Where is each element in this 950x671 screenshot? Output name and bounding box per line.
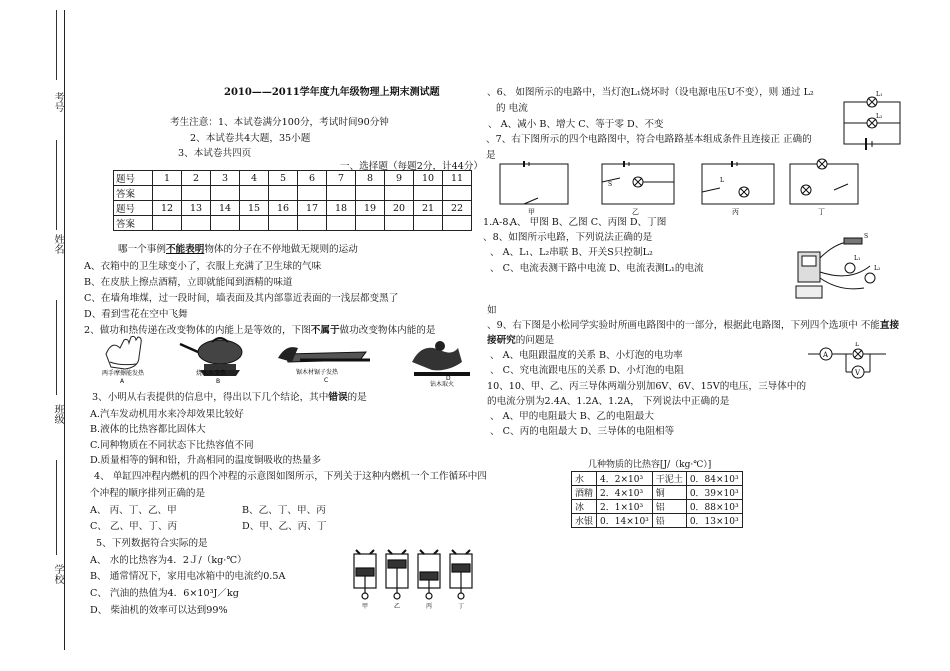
q2-caption-c: 锯木材锯子发热	[296, 369, 339, 376]
q2-letter-d: D	[446, 375, 451, 382]
q2-caption-b: 烧水水变热	[196, 370, 227, 377]
answer-cell[interactable]	[211, 216, 240, 231]
q7-circuits	[494, 156, 864, 218]
q10-options-cd: 、 C、丙的电阻最大 D、三导体的电阻相等	[490, 426, 675, 437]
heat-cell: 铝	[652, 500, 686, 514]
heat-cell: 冰	[572, 500, 597, 514]
q3-option-b: B.液体的比热容都比固体大	[90, 424, 206, 435]
school-label: 学校	[52, 564, 63, 584]
answer-cell[interactable]	[414, 186, 443, 201]
q6-options: 、 A、减小 B、增大 C、等于零 D、不变	[488, 119, 664, 130]
answer-cell[interactable]	[356, 186, 385, 201]
q7-lamp-l: L	[720, 177, 724, 184]
q10-line-1: 10、10、甲、乙、丙三导体两端分别加6V、6V、15V的电压，三导体中的	[487, 381, 807, 392]
answer-cell[interactable]	[182, 216, 211, 231]
answer-cell[interactable]	[153, 216, 182, 231]
q6-line-2: 的 电流	[496, 103, 528, 114]
heat-cell: 铜	[652, 486, 686, 500]
heat-cell: 干泥土	[652, 472, 686, 486]
q-number: 6	[298, 171, 327, 186]
q9-line-2	[487, 332, 554, 346]
exam-no-field[interactable]	[56, 10, 57, 80]
answer-cell[interactable]	[240, 216, 269, 231]
answer-cell[interactable]	[443, 216, 472, 231]
q6-line-1: 、6、 如图所示的电路中，当灯泡L₁烧坏时（设电源电压U不变），则 通过 L₂	[487, 87, 814, 98]
q2-stem	[84, 322, 435, 336]
q9-ammeter-a: A	[823, 351, 829, 359]
engine-strokes-figure	[348, 546, 480, 610]
answer-cell[interactable]	[298, 186, 327, 201]
answer-cell[interactable]	[356, 216, 385, 231]
q5-stem: 5、下列数据符合实际的是	[96, 538, 208, 549]
q4-option-b: B、乙、丁、甲、丙	[242, 505, 326, 516]
answer-row-head: 答案	[114, 186, 153, 201]
answer-cell[interactable]	[327, 216, 356, 231]
drill-fire-figure	[412, 341, 470, 374]
q-number: 15	[240, 201, 269, 216]
class-label: 班级	[52, 404, 63, 424]
answer-cell[interactable]	[298, 216, 327, 231]
q8-stem: 、8、如图所示电路，下列说法正确的是	[483, 232, 653, 243]
q-number: 16	[269, 201, 298, 216]
q1-stem-pre: 哪一个事例	[118, 244, 166, 255]
answer-cell[interactable]	[153, 186, 182, 201]
heat-table	[571, 471, 743, 528]
q5-option-a: A、 水的比热容为4．2Ｊ/（kg·℃）	[90, 555, 247, 566]
answer-table	[113, 170, 472, 231]
q7-switch-s: S	[608, 181, 613, 188]
heat-cell: 2．4×10³	[597, 486, 653, 500]
answer-cell[interactable]	[182, 186, 211, 201]
answer-cell[interactable]	[269, 186, 298, 201]
answer-cell[interactable]	[269, 216, 298, 231]
q4-option-d: D、甲、乙、丙、丁	[242, 521, 327, 532]
q2-emphasis: 不属于	[310, 325, 340, 336]
q6-l1-label: L₁	[876, 91, 883, 98]
q5-option-d: D、 柴油机的效率可以达到99%	[90, 605, 228, 616]
q9-line-1	[487, 317, 899, 331]
answer-cell[interactable]	[385, 186, 414, 201]
answer-cell[interactable]	[414, 216, 443, 231]
q-number: 21	[414, 201, 443, 216]
q9-emphasis-2: 接研究	[487, 335, 516, 346]
q2-caption-d: 钻木取火	[430, 381, 455, 388]
q8-ru-fragment: 如	[487, 305, 497, 316]
heat-cell: 0．39×10³	[686, 486, 742, 500]
q-number: 18	[327, 201, 356, 216]
q8-l2-label: L₂	[874, 265, 881, 272]
heat-cell: 0．84×10³	[686, 472, 742, 486]
engine-label-yi: 乙	[394, 603, 401, 610]
answer-cell[interactable]	[211, 186, 240, 201]
q-number: 1	[153, 171, 182, 186]
q1-option-b: B、在皮肤上擦点酒精，立即就能闻到酒精的味道	[84, 277, 293, 288]
q7-label-jia: 甲	[528, 208, 535, 216]
q3-option-a: A.汽车发动机用水来冷却效果比较好	[90, 409, 244, 420]
engine-label-ding: 丁	[458, 603, 465, 610]
answer-cell[interactable]	[443, 186, 472, 201]
answer-row-head: 答案	[114, 216, 153, 231]
q2-stem-post: 做功改变物体内能的是	[339, 325, 436, 336]
q-number: 10	[414, 171, 443, 186]
heat-cell: 2．1×10³	[597, 500, 653, 514]
q-number: 3	[211, 171, 240, 186]
school-field[interactable]	[56, 460, 57, 555]
q9-options-cd: 、 C、究电流跟电压的关系 D、小灯泡的电阻	[490, 365, 684, 376]
q3-emphasis: 错误	[328, 392, 348, 403]
q-number: 22	[443, 201, 472, 216]
q3-stem	[92, 389, 367, 403]
q7-label-bing: 丙	[732, 208, 739, 216]
q1-option-a: A、衣箱中的卫生球变小了，衣服上充满了卫生球的气味	[84, 261, 322, 272]
q-number: 8	[356, 171, 385, 186]
q4-option-c: C、 乙、甲、丁、丙	[90, 521, 178, 532]
q-number: 5	[269, 171, 298, 186]
q5-option-c: C、 汽油的热值为4．6×10³J／kg	[90, 588, 239, 599]
engine-label-bing: 丙	[426, 603, 433, 610]
q7-line-1: 、7、右下图所示的四个电路图中，符合电路路基本组成条件且连接正 正确的	[486, 134, 812, 145]
hands-rubbing-figure	[106, 336, 141, 369]
q2-stem-pre: 2、做功和热传递在改变物体的内能上是等效的，下图	[84, 325, 311, 336]
answer-cell[interactable]	[240, 186, 269, 201]
heat-cell: 0．14×10³	[597, 514, 653, 528]
q7-options: A、 甲图 B、乙图 C、丙图 D、丁图	[510, 217, 667, 228]
q8-physical-circuit	[790, 228, 890, 302]
q10-options-ab: 、 A、甲的电阻最大 B、乙的电阻最大	[490, 411, 654, 422]
q7-overlap-fragment: 1.A-8、	[483, 217, 519, 228]
q4-stem-line-1: 4、 单缸四冲程内燃机的四个冲程的示意图如图所示，下列关于这种内燃机一个工作循环中四	[94, 471, 487, 482]
q7-label-yi: 乙	[632, 208, 639, 216]
q9-circuit	[806, 342, 892, 382]
q-number: 13	[182, 201, 211, 216]
q3-stem-pre: 3、小明从右表提供的信息中，得出以下几个结论，其中	[92, 392, 329, 403]
answer-cell[interactable]	[327, 186, 356, 201]
answer-table-head: 题号	[114, 171, 153, 186]
name-label: 姓名	[52, 234, 63, 254]
q8-switch-s: S	[864, 233, 869, 240]
heat-cell: 水银	[572, 514, 597, 528]
q-number: 11	[443, 171, 472, 186]
q10-line-2: 的电流分别为2.4A、1.2A、1.2A， 下列说法中正确的是	[487, 396, 730, 407]
q4-option-a: A、 丙、丁、乙、甲	[90, 505, 177, 516]
class-field[interactable]	[56, 300, 57, 395]
name-field[interactable]	[56, 140, 57, 230]
q7-line-2: 是	[486, 150, 496, 161]
q3-option-c: C.同种物质在不同状态下比热容值不同	[90, 440, 254, 451]
q-number: 9	[385, 171, 414, 186]
q2-figures	[100, 336, 470, 388]
q8-l1-label: L₁	[854, 255, 861, 262]
q1-option-c: C、在墙角堆煤，过一段时间，墙表面及其内部靠近表面的一浅层都变黑了	[84, 293, 399, 304]
q5-option-b: B、 通常情况下，家用电冰箱中的电流约0.5A	[90, 571, 286, 582]
exam-title: 2010——2011学年度九年级物理上期末测试题	[224, 87, 440, 98]
answer-table-head: 题号	[114, 201, 153, 216]
q7-label-ding: 丁	[818, 208, 825, 216]
q-number: 7	[327, 171, 356, 186]
q8-options-cd: 、 C、电流表测干路中电流 D、电流表测L₁的电流	[490, 263, 704, 274]
q9-lamp-l: L	[855, 342, 859, 348]
q8-options-ab: 、 A、L₁、L₂串联 B、开关S只控制L₂	[490, 247, 653, 258]
q9-line-1-text: 、9、右下图是小松同学实验时所画电路图中的一部分，根据此电路图，下列四个选项中 不能	[487, 320, 880, 331]
q3-option-d: D.质量相等的铜和铅，升高相同的温度铜吸收的热量多	[90, 455, 322, 466]
q-number: 4	[240, 171, 269, 186]
q9-line-2-text: 的问题是	[515, 335, 555, 346]
q1-option-d: D、看到雪花在空中飞舞	[84, 309, 188, 320]
q-number: 12	[153, 201, 182, 216]
q1-stem-post: 物体的分子在不停地做无规则的运动	[204, 244, 358, 255]
q2-caption-a: 两手摩擦能发热	[102, 370, 145, 377]
q9-options-ab: 、 A、电阻跟温度的关系 B、小灯泡的电功率	[490, 350, 683, 361]
q2-letter-b: B	[216, 378, 221, 385]
exam-no-label: 考号	[52, 92, 63, 112]
heat-cell: 0．88×10³	[686, 500, 742, 514]
notice-line-3: 3、本试卷共四页	[178, 148, 252, 159]
notice-line-1: 考生注意：1、本试卷满分100分，考试时间90分钟	[170, 117, 389, 128]
engine-label-jia: 甲	[362, 603, 369, 610]
answer-cell[interactable]	[385, 216, 414, 231]
heat-cell: 水	[572, 472, 597, 486]
q6-l2-label: L₂	[876, 113, 883, 120]
notice-line-2: 2、本试卷共4大题，35小题	[190, 133, 311, 144]
q1-stem	[118, 241, 358, 255]
heat-cell: 4．2×10³	[597, 472, 653, 486]
heat-cell: 酒精	[572, 486, 597, 500]
q-number: 19	[356, 201, 385, 216]
q1-emphasis: 不能表明	[165, 244, 205, 255]
q-number: 14	[211, 201, 240, 216]
q-number: 17	[298, 201, 327, 216]
q2-letter-a: A	[120, 378, 125, 385]
q2-letter-c: C	[324, 377, 329, 384]
heat-cell: 铅	[652, 514, 686, 528]
section-1-heading: 一、选择题（每题2分，计44分）	[340, 161, 484, 172]
q4-stem-line-2: 个冲程的顺序排列正确的是	[90, 488, 206, 499]
q9-voltmeter-v: V	[855, 369, 861, 377]
heat-cell: 0．13×10³	[686, 514, 742, 528]
q6-circuit	[836, 88, 908, 158]
q-number: 2	[182, 171, 211, 186]
saw-figure	[278, 347, 370, 362]
heat-table-title: 几种物质的比热容[J/（kg·℃）]	[588, 460, 712, 470]
q9-emphasis-1: 直接	[879, 320, 900, 331]
q3-stem-post: 的是	[347, 392, 367, 403]
q-number: 20	[385, 201, 414, 216]
